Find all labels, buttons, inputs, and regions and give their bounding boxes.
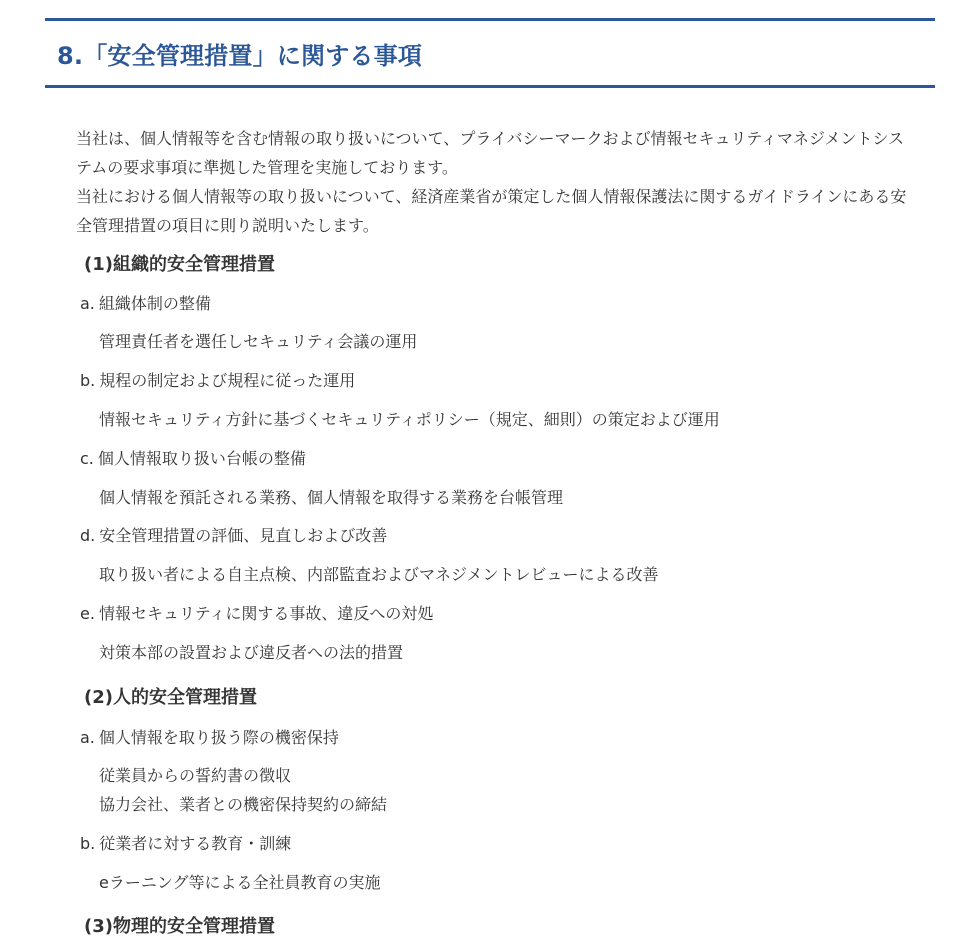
item-label-text: 組織体制の整備 (98, 294, 211, 313)
item-letter: a. (80, 294, 95, 313)
item-label-text: 情報セキュリティに関する事故、違反への対処 (98, 604, 434, 623)
intro-paragraph-2: 当社における個人情報等の取り扱いについて、経済産業省が策定した個人情報保護法に関するガイドラインにある安全管理措置の項目に則り説明いたします。 (76, 187, 907, 235)
item-label-text: 従業者に対する教育・訓練 (99, 834, 292, 853)
item-label-text: 個人情報取り扱い台帳の整備 (97, 449, 306, 468)
item-detail-line: 協力会社、業者との機密保持契約の締結 (99, 795, 388, 814)
item-label (80, 293, 211, 315)
item-detail-line: 取り扱い者による自主点検、内部監査およびマネジメントレビューによる改善 (99, 565, 659, 584)
item-letter: e. (80, 604, 95, 623)
item-detail-line: 対策本部の設置および違反者への法的措置 (99, 643, 404, 662)
item-label (80, 525, 387, 547)
item-letter: b. (80, 834, 96, 853)
item-detail (99, 868, 381, 897)
intro-paragraph-1: 当社は、個人情報等を含む情報の取り扱いについて、プライバシーマークおよび情報セキュリティマネジメントシステムの要求事項に準拠した管理を実施しております。 (76, 129, 905, 177)
item-label (80, 370, 355, 392)
item-detail (99, 327, 417, 356)
item-letter: a. (80, 728, 95, 747)
item-label (80, 448, 306, 470)
item-letter: b. (80, 371, 96, 390)
category-heading-organizational: (1)組織的安全管理措置 (84, 254, 275, 275)
category-heading-physical: (3)物理的安全管理措置 (84, 916, 275, 937)
item-label-text: 規程の制定および規程に従った運用 (99, 371, 356, 390)
item-label (80, 603, 433, 625)
item-detail (99, 560, 659, 589)
item-detail-line: eラーニング等による全社員教育の実施 (99, 873, 381, 892)
item-label-text: 安全管理措置の評価、見直しおよび改善 (99, 526, 388, 545)
item-label (80, 833, 291, 855)
section-title: 8.「安全管理措置」に関する事項 (57, 42, 423, 70)
item-detail-line: 従業員からの誓約書の徴収 (99, 766, 292, 785)
category-heading-human: (2)人的安全管理措置 (84, 687, 257, 708)
item-detail-line: 情報セキュリティ方針に基づくセキュリティポリシー（規定、細則）の策定および運用 (99, 410, 720, 429)
item-label (80, 727, 339, 749)
intro-text (76, 124, 916, 240)
item-detail-line: 個人情報を預託される業務、個人情報を取得する業務を台帳管理 (99, 488, 564, 507)
item-letter: d. (80, 526, 96, 545)
item-detail (99, 638, 403, 667)
item-detail (99, 761, 387, 819)
section-header (45, 18, 935, 88)
item-detail (99, 483, 563, 512)
item-letter: c. (80, 449, 94, 468)
item-label-text: 個人情報を取り扱う際の機密保持 (98, 728, 339, 747)
item-detail-line: 管理責任者を選任しセキュリティ会議の運用 (99, 332, 418, 351)
item-detail (99, 405, 720, 434)
